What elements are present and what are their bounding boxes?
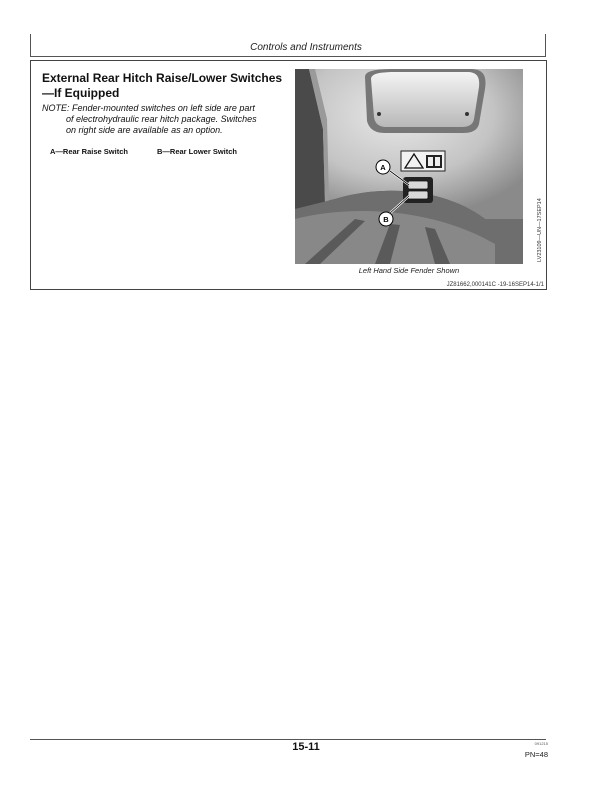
svg-text:A: A bbox=[380, 163, 386, 172]
legend-raise-switch: A—Rear Raise Switch bbox=[50, 147, 128, 156]
svg-text:B: B bbox=[383, 215, 389, 224]
note-line: of electrohydraulic rear hitch package. Switches bbox=[66, 114, 257, 124]
footer-rule bbox=[30, 739, 546, 740]
footer-code: 091215 bbox=[534, 741, 548, 746]
fender-photo bbox=[295, 69, 523, 264]
header-rule-bottom bbox=[30, 56, 546, 57]
section-title: External Rear Hitch Raise/Lower Switches—If Equipped bbox=[42, 71, 283, 100]
pn-marker: PN=48 bbox=[524, 750, 548, 759]
note-block bbox=[42, 103, 282, 136]
page-number: 15-11 bbox=[292, 741, 320, 753]
note-line: on right side are available as an option. bbox=[66, 125, 223, 135]
figure-caption: Left Hand Side Fender Shown bbox=[358, 266, 460, 275]
legend-lower-switch: B—Rear Lower Switch bbox=[157, 147, 238, 156]
running-head: Controls and Instruments bbox=[250, 42, 362, 53]
figure-id: LV23109—UN—17SEP14 bbox=[537, 198, 543, 262]
document-reference: JZ81662,000141C -19-16SEP14-1/1 bbox=[446, 282, 544, 288]
callout-a bbox=[376, 160, 390, 174]
note-line: NOTE: Fender-mounted switches on left side are part bbox=[42, 103, 255, 113]
callout-b bbox=[379, 212, 393, 226]
